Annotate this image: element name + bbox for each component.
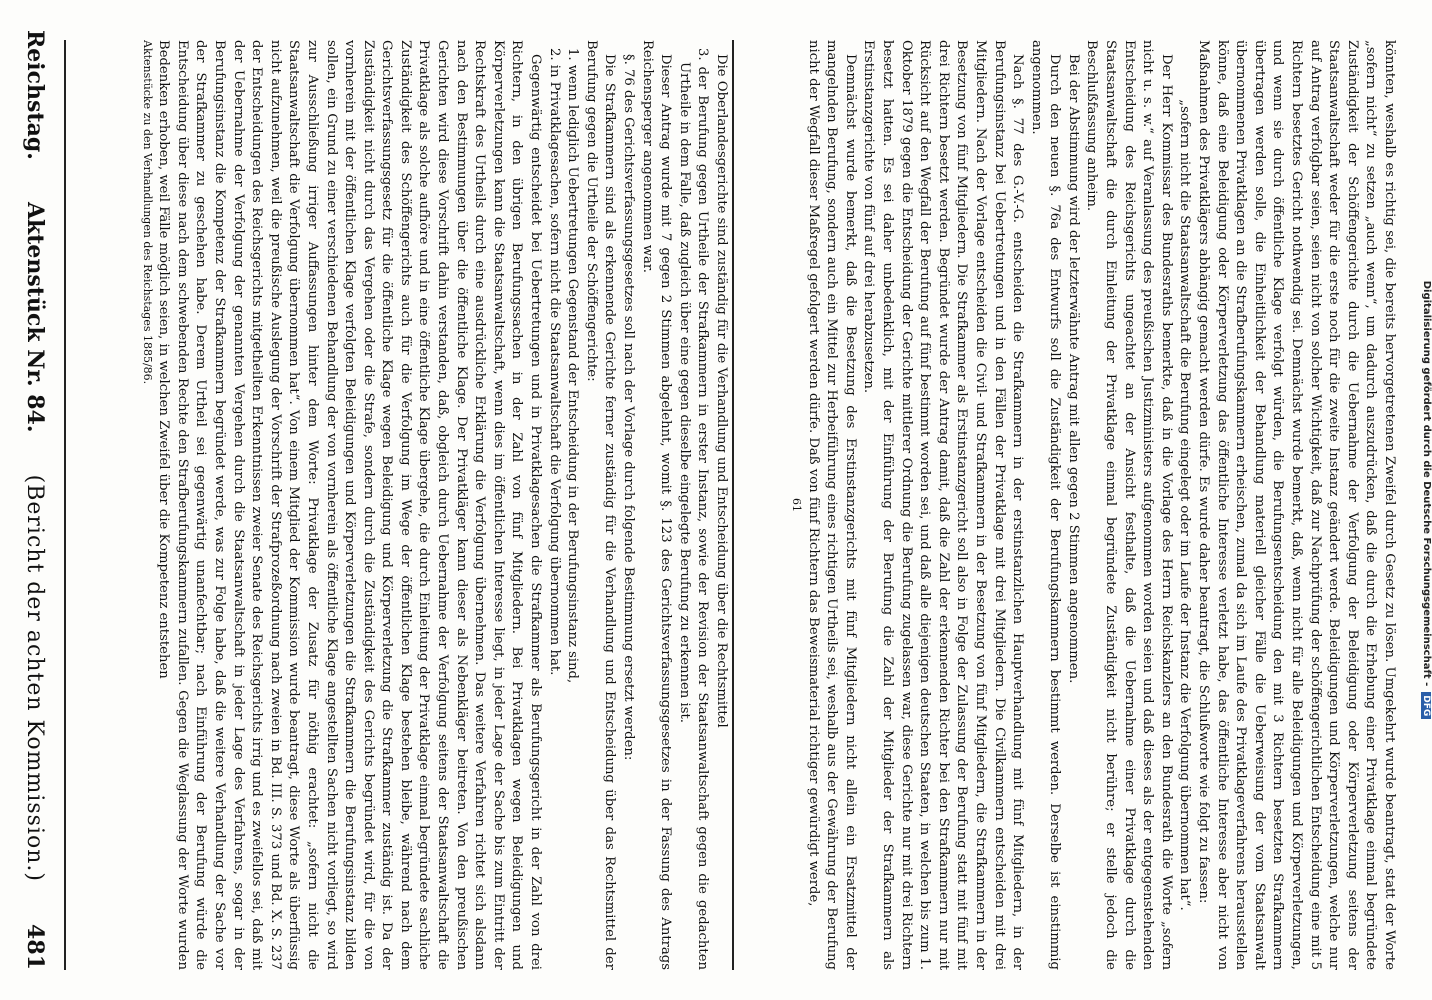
text-column-right (738, 40, 1398, 970)
paragraph: Die Strafkammern sind als erkennende Gerichte ferner zuständig für die Verhandlung und Entscheidung über das Rechtsmittel der Berufung gegen die Urtheile der Schöffengerichte: (583, 40, 618, 970)
paragraph: könnten, weshalb es richtig sei, die bereits hervorgetretenen Zweifel durch Gesetz zu lösen. Umgekehrt wurde beantragt, statt der Worte „sofern nicht“ zu setzen „auch wenn“, um dadurch auszudrücken, daß die durch die Erhebung einer Privatklage einmal begründete Zuständigkeit der Schöffengerichte durch die Uebernahme der Verfolgung der Beleidigung oder Körperverletzung seitens der Staatsanwaltschaft weder für die erste noch für die zweite Instanz geändert werde. Beleidigungen und Körperverletzungen, welche nur auf Antrag verfolgbar seien, seien nicht von solcher Wichtigkeit, daß zur Nachprüfung der schöffengerichtlichen Entscheidung eine mit 5 Richtern besetztes Gericht nothwendig sei. Demnächst wurde bemerkt, daß, wenn nicht für alle Beleidigungen und Körperverletzungen, und wenn sie durch öffentliche Klage verfolgt würden, die Berufungsentscheidung den mit 3 Richtern besetzten Strafkammern übertragen werden solle, die Einheitlichkeit der Behandlung materiell gleicher Fälle die Ueberweisung der vom Staatsanwalt übernommenen Privatklagen an die Strafberufungskammern erheischen, zumal da sich im Laufe des Privatklageverfahrens herausstellen könne, daß eine Beleidigung oder Körperverletzung das öffentliche Interesse verletzt habe, das öffentliche Interesse aber nicht von Maßnahmen des Privatklägers abhängig gemacht werden dürfe. Es wurde daher beantragt, die Schlußworte wie folgt zu fassen: (1196, 40, 1397, 970)
paragraph: §. 76 des Gerichtsverfassungsgesetzes soll nach der Vorlage durch folgende Bestimmung ersetzt werden: (621, 54, 637, 761)
page-footer: Aktenstücke zu den Verhandlungen des Reichstages 1885/86. (140, 40, 154, 385)
paragraph: Die Oberlandesgerichte sind zuständig für die Verhandlung und Entscheidung über die Rechtsmittel (714, 54, 729, 728)
running-header (10, 0, 60, 1000)
text-column-left-content (70, 40, 730, 970)
dfg-logo: DFG (1421, 692, 1431, 719)
text-column-right-content (738, 40, 1398, 970)
column-divider (732, 40, 734, 970)
text-column-left (70, 40, 730, 970)
header-rule (64, 40, 66, 970)
paragraph: Gegenwärtig entscheidet bei Uebertretungen und in Privatklagesachen die Strafkammer als Berufungsgericht in der Zahl von drei Richtern, in den übrigen Berufungssachen in der Zahl von fünf Mitgliedern. Bei Privatklagen wegen Beleidigungen und Körperverletzungen kann die Staatsanwaltschaft, wenn dies im öffentlichen Interesse liegt, in jeder Lage der Sache bis zum Eintritt der Rechtskraft des Urtheils durch eine ausdrückliche Erklärung die Verfolgung übernehmen. Das weitere Verfahren richtet sich alsdann nach den Bestimmungen über die öffentliche Klage. Der Privatkläger kann dieser als Nebenkläger beitreten. Von den preußischen Gerichten wird diese Vorschrift dahin verstanden, daß, obgleich durch Uebernahme der Verfolgung seitens der Staatsanwaltschaft die Privatklage als solche aufhöre und in eine öffentliche Klage übergehe, die durch Einleitung der Privatklage einmal begründete sachliche Zuständigkeit des Schöffengerichts auch für die Verfolgung im Wege der öffentlichen Klage bestehen bleibe, während nach dem Gerichtsverfassungsgesetz für die öffentliche Klage wegen Beleidigung und Körperverletzung die Strafkammer zuständig ist. Da der Zuständigkeit nicht durch das Vergehen oder die Strafe, sondern durch die Zuständigkeit des Gerichts begründet wird, für die von vornherein mit der öffentlichen Klage verfolgten Beleidigungen und Körperverletzungen die Strafkammern die Berufungsinstanz bilden sollen, ein Grund zu einer verschiedenen Behandlung der von vornherein als öffentliche Klage angestellten Sachen nicht vorliegt, so wird zur Ausschließung irriger Auffassungen hinter dem Worte: Privatklage der Zusatz für nöthig erachtet: „sofern nicht die Staatsanwaltschaft die Verfolgung übernommen hat“. Von einem Mitglied der Kommission wurde beantragt, diese Worte als überflüssig nicht aufzunehmen, weil die preußische Auslegung der Vorschrift der Strafprozeßordnung nach zweien in Bd. III. S. 373 und Bd. X. S. 237 der Entscheidungen des Reichsgerichts mitgetheilten Erkenntnissen zweier Senate des Reichsgerichts irrig und es zweifellos sei, daß mit der Uebernahme der Verfolgung der genannten Vergehen durch die Staatsanwaltschaft in jeder Lage des Verfahrens, sogar in der Berufungsinstanz die Kompetenz der Strafkammern begründet werde, was zur Folge habe, daß die weitere Verhandlung der Sache vor der Strafkammer zu geschehen habe. Derem Urtheil sei gegenwärtig unanfechtbar; nach Einführung der Berufung würde die Entscheidung über diese nach dem schwebenden Rechte den Strafberufungskammern zufallen. Gegen die Weglassung der Worte wurden Bedenken erhoben, weil Fälle möglich seien, in welchen Zweifel über die Kompetenz entstehen (156, 40, 544, 970)
list-item: 3. der Berufung gegen Urtheile der Strafkammern in erster Instanz, sowie der Revision der Staatsanwaltschaft gegen die gedachten Urtheile in dem Falle, daß zugleich über eine gegen dieselbe eingelegte Berufung zu erkennen ist. (676, 48, 711, 970)
running-header-content (15, 30, 55, 970)
digitization-note-text: Digitalisierung gefördert durch die Deutsche Forschungsgemeinschaft - (1421, 280, 1432, 687)
paragraph: Durch den neuen §. 76a des Entwurfs soll die Zuständigkeit der Berufungskammern bestimmt werden. Derselbe ist einstimmig angenommen. (1028, 40, 1063, 970)
paragraph: Nach §. 77 des G.-V.-G. entscheiden die Strafkammern in der erstinstanzlichen Hauptverhandlung mit fünf Mitgliedern, in der Berufungsinstanz bei Uebertretungen und in den Fällen der Privatklage mit drei Mitgliedern. Die Civilkammern entscheiden mit drei Mitgliedern. Nach der Vorlage entscheiden die Civil- und Strafkammern in der Besetzung von fünf Mitgliedern, die Strafkammern in der Besetzung von fünf Mitgliedern. Die Strafkammer als Erstinstanzgericht soll also in Folge der Zulassung der Berufung statt mit fünf mit drei Richtern besetzt werden. Begründet wurde der Antrag damit, daß die Zahl der erkennenden Richter bei den Strafkammern nur mit Rücksicht auf den Wegfall der Berufung auf fünf bestimmt worden sei, und daß alle diejenigen deutschen Staaten, in welchen bis zum 1. Oktober 1879 gegen die Entscheidung der Gerichte mittlerer Ordnung die Berufung zugelassen war, diese Gerichte nur mit drei Richtern besetzt hatten. Es sei daher unbedenklich, mit der Einführung der Berufung die Zahl der Mitglieder der Strafkammern als Erstinstanzgerichte von fünf auf drei herabzusetzen. (861, 40, 1026, 970)
header-right-title: (Bericht der achten Kommission.) (22, 474, 48, 882)
paragraph: Bei der Abstimmung wird der letzterwähnte Antrag mit allen gegen 2 Stimmen angenommen. (1065, 54, 1081, 684)
list-item: 1. wenn lediglich Uebertretungen Gegenstand der Entscheidung in der Berufungsinstanz sind, (565, 48, 581, 684)
paragraph: Dieser Antrag wurde mit 7 gegen 2 Stimmen abgelehnt, womit §. 123 des Gerichtsverfassungsgesetzes in der Fassung des Antrags Reichensperger angenommen war. (639, 40, 674, 970)
header-left: Reichstag. (22, 30, 48, 160)
digitization-note-content (1418, 0, 1432, 1000)
signature-mark: 61 (790, 498, 803, 512)
page-number: 481 (22, 924, 48, 970)
list-item: 2. in Privatklagesachen, sofern nicht die Staatsanwaltschaft die Verfolgung übernommen hat. (546, 48, 562, 676)
digitization-note (1418, 0, 1432, 1000)
paragraph: Der Herr Kommissar des Bundesraths bemerkte, daß in die Vorlage des Herrn Reichskanzlers an den Bundesrath die Worte „sofern nicht u. s. w.“ auf Veranlassung des preußischen Justizministers aufgenommen worden seien und daß dieses als der entgegenstehenden Entscheidung des Reichsgerichts ungeachtet an der Ansicht festhalte, daß die Uebernahme einer Privatklage durch die Staatsanwaltschaft die durch Einleitung der Privatklage einmal begründete Zuständigkeit nicht berühre; er stelle jedoch die Beschlußfassung anheim. (1084, 40, 1174, 970)
header-center: Aktenstück Nr. 84. (22, 201, 48, 433)
quoted-amendment: „sofern nicht die Staatsanwaltschaft die Berufung eingelegt oder im Laufe der Instanz die Verfolgung übernommen hat“. (1177, 99, 1193, 911)
paragraph: Demnächst wurde bemerkt, daß die Besetzung des Erstinstanzgerichts mit fünf Mitgliedern nicht allein ein Ersatzmittel der mangelnden Berufung, sondern auch ein Mittel zur Herbeiführung eines richtigen Urtheils sei, weshalb aus der Gewährung der Berufung nicht der Wegfall dieser Maßregel gefolgert werden dürfe. Daß von fünf Richtern das Beweismaterial richtiger gewürdigt werde, (805, 40, 858, 970)
